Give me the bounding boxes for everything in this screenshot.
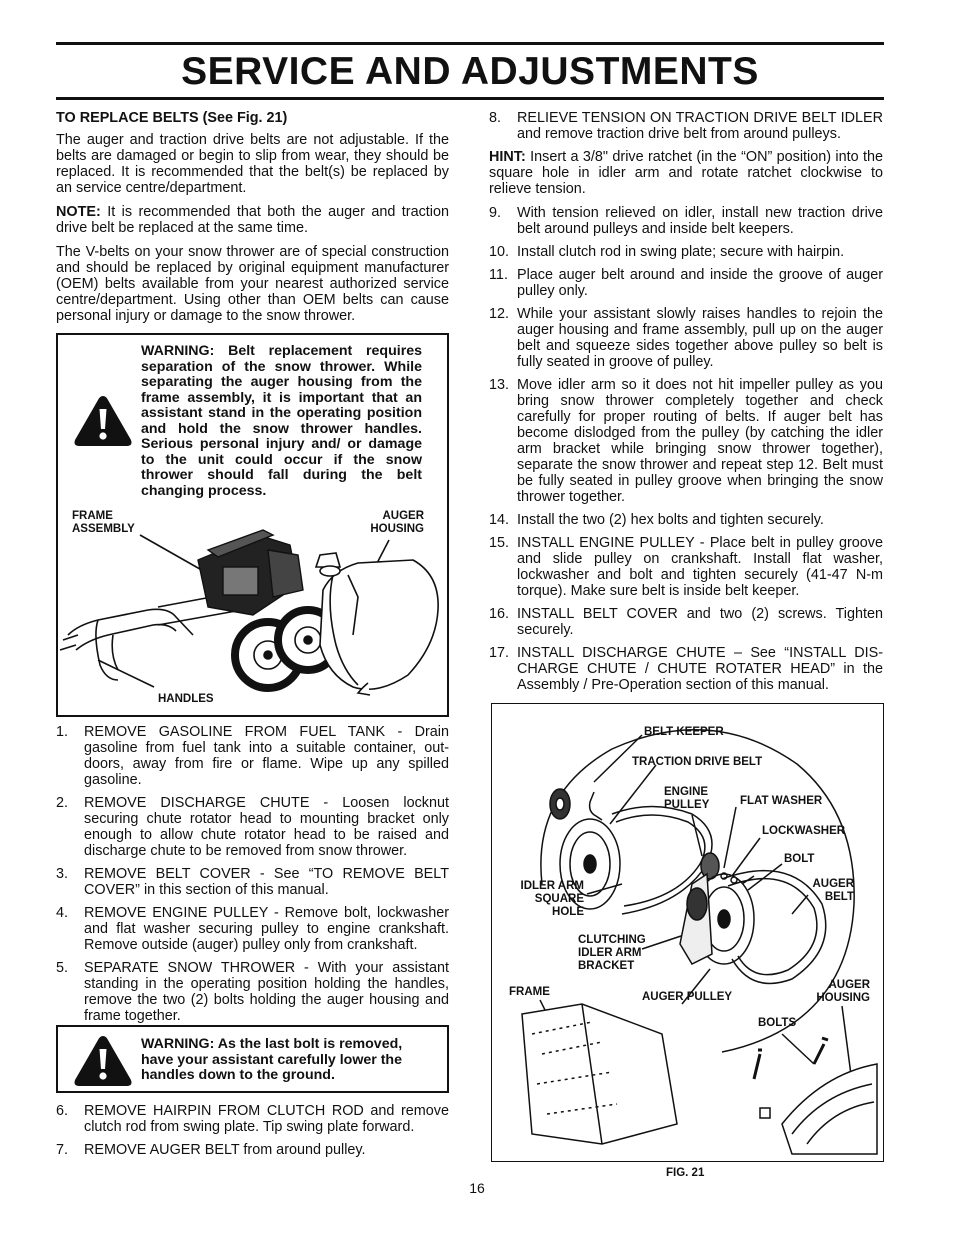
step-text: While your assistant slowly raises handles to rejoin the auger housing and frame assembly, pull up on the auger belt and squeeze sides together above pulley so belt is fully seated in groove of pulley. xyxy=(517,306,883,370)
step-item xyxy=(56,724,449,788)
warning-triangle-icon xyxy=(72,1033,134,1089)
step-text: RELIEVE TENSION ON TRACTION DRIVE BELT IDLER and remove traction drive belt from around pulleys. xyxy=(517,110,883,142)
step-number: 12. xyxy=(489,306,510,322)
label-auger-belt-line1: AUGER xyxy=(812,878,854,890)
title-bottom-rule xyxy=(56,97,884,100)
step-item xyxy=(489,606,883,638)
steps-list-a xyxy=(56,724,449,1024)
label-flat-washer: FLAT WASHER xyxy=(740,795,823,807)
label-belt-keeper: BELT KEEPER xyxy=(644,726,724,738)
label-engine-pulley xyxy=(664,786,709,812)
label-clutching-line3: BRACKET xyxy=(578,960,635,972)
step-number: 14. xyxy=(489,512,510,528)
step-text: With tension relieved on idler, install new traction drive belt around pulleys and inside belt keepers. xyxy=(517,205,883,237)
step-item xyxy=(489,110,883,142)
section-heading: TO REPLACE BELTS (See Fig. 21) xyxy=(56,110,288,126)
belt-routing-illustration xyxy=(492,704,882,1160)
page-title: SERVICE AND ADJUSTMENTS xyxy=(181,50,759,93)
label-clutching-idler-arm-bracket xyxy=(578,934,646,973)
step-item xyxy=(56,1142,449,1158)
label-auger-housing-fig21 xyxy=(810,979,870,1005)
note-label: NOTE: xyxy=(56,204,101,220)
steps-6-to-7 xyxy=(56,1103,449,1165)
label-auger-housing-line1: AUGER xyxy=(828,979,870,991)
step-number: 7. xyxy=(56,1142,69,1158)
label-frame-line1: FRAME xyxy=(72,510,113,522)
step-item xyxy=(489,205,883,237)
step-text: INSTALL ENGINE PULLEY - Place belt in pulley groove and slide pulley on crankshaft. Install flat washer, lockwasher and bolt and tighten securely (41-47 N-m torque). Make sure belt is inside belt keeper. xyxy=(517,535,883,599)
step-item xyxy=(489,377,883,505)
step-text: REMOVE ENGINE PULLEY - Remove bolt, lockwasher and flat washer securing pulley to engine crankshaft. Remove outside (auger) pulley only from crankshaft. xyxy=(84,905,449,953)
step-item xyxy=(56,960,449,1024)
step-text: REMOVE BELT COVER - See “TO REMOVE BELT COVER” in this section of this manual. xyxy=(84,866,449,898)
label-auger-line2: HOUSING xyxy=(370,523,424,535)
steps-1-to-5 xyxy=(56,724,449,1031)
step-number: 4. xyxy=(56,905,69,921)
warning-box-belt-replacement xyxy=(56,333,449,717)
figure-21-belt-diagram xyxy=(491,703,884,1162)
left-intro xyxy=(56,110,449,332)
step-text: SEPARATE SNOW THROWER - With your assistant standing in the operating position holding the handles, remove the two (2) bolts holding the auger housing and frame together. xyxy=(84,960,449,1024)
page-number: 16 xyxy=(469,1180,485,1196)
steps-list-c xyxy=(489,205,883,693)
hint-label: HINT: xyxy=(489,149,526,165)
label-frame-line2: ASSEMBLY xyxy=(72,523,135,535)
intro-paragraph: The auger and traction drive belts are not adjustable. If the belts are damaged or begin to slip from wear, they should be replaced. It is recommended that the belt(s) be replaced by an service centre/department. xyxy=(56,132,449,196)
steps-list-b xyxy=(56,1103,449,1158)
label-engine-line1: ENGINE xyxy=(664,786,709,798)
label-traction-drive-belt: TRACTION DRIVE BELT xyxy=(632,756,763,768)
step-text: Install the two (2) hex bolts and tighten securely. xyxy=(517,512,824,528)
note-text: It is recommended that both the auger and traction drive belt be replaced at the same time. xyxy=(56,204,449,236)
step-text: REMOVE GASOLINE FROM FUEL TANK - Drain gasoline from fuel tank into a suitable container, out-doors, away from fire or flame. Wipe up any spilled gasoline. xyxy=(84,724,449,788)
step-text: Move idler arm so it does not hit impeller pulley as you bring snow thrower completely together and check carefully for proper routing of belts. If auger belt has become dislodged from the pulley (by catching the idler arm bracket while bringing snow thrower together), separate the snow thrower and repeat step 12. Belt must be fully seated in pulley groove when bringing the snow thrower together. xyxy=(517,377,883,505)
step-number: 1. xyxy=(56,724,69,740)
label-handles: HANDLES xyxy=(158,693,214,705)
label-auger-line1: AUGER xyxy=(382,510,424,522)
step-text: REMOVE DISCHARGE CHUTE - Loosen locknut securing chute rotator head to mounting bracket only enough to allow chute rotator head to be raised and discharge chute to be removed from snow thrower. xyxy=(84,795,449,859)
top-rule xyxy=(56,42,884,45)
step-item xyxy=(489,645,883,693)
step-item xyxy=(56,1103,449,1135)
step-text: INSTALL BELT COVER and two (2) screws. Tighten securely. xyxy=(517,606,883,638)
step-item xyxy=(56,866,449,898)
warning-box-last-bolt xyxy=(56,1025,449,1093)
vbelts-paragraph: The V-belts on your snow thrower are of special construction and should be replaced by original equipment manufacturer (OEM) belts available from your nearest authorized service centre/department. Using other than OEM belts can cause personal injury or damage to the snow thrower. xyxy=(56,244,449,324)
step-number: 13. xyxy=(489,377,510,393)
step-number: 5. xyxy=(56,960,69,976)
label-auger-belt xyxy=(808,878,854,904)
warning-text-last-bolt: WARNING: As the last bolt is removed, have your assistant carefully lower the handles down to the ground. xyxy=(141,1036,403,1083)
label-idler-line3: HOLE xyxy=(552,906,584,918)
step-8-list xyxy=(489,110,883,142)
label-auger-pulley: AUGER PULLEY xyxy=(642,991,733,1003)
warning-text-belt-replacement: WARNING: Belt replacement requires separation of the snow thrower. While separating the auger housing from the frame assembly, it is important that an assistant stand in the operating position and hold the snow thrower handles. Serious personal injury and/ or damage to the unit could occur if the snow thrower should fall during the belt changing process. xyxy=(141,343,422,499)
step-item xyxy=(489,267,883,299)
step-text: Place auger belt around and inside the groove of auger pulley only. xyxy=(517,267,883,299)
label-clutching-line1: CLUTCHING xyxy=(578,934,646,946)
label-frame: FRAME xyxy=(509,986,550,998)
step-number: 15. xyxy=(489,535,510,551)
step-item xyxy=(489,535,883,599)
hint-paragraph xyxy=(489,149,883,197)
label-bolts: BOLTS xyxy=(758,1017,797,1029)
label-idler-line1: IDLER ARM xyxy=(520,880,584,892)
label-bolt: BOLT xyxy=(784,853,815,865)
step-number: 11. xyxy=(489,267,508,283)
label-engine-line2: PULLEY xyxy=(664,799,710,811)
step-item xyxy=(56,905,449,953)
step-item xyxy=(489,512,883,528)
step-item xyxy=(489,244,883,260)
step-item xyxy=(56,795,449,859)
label-lockwasher: LOCKWASHER xyxy=(762,825,846,837)
step-number: 3. xyxy=(56,866,69,882)
figure-caption: FIG. 21 xyxy=(666,1167,705,1179)
label-clutching-line2: IDLER ARM xyxy=(578,947,642,959)
snow-thrower-separation-illustration xyxy=(58,335,447,715)
step-number: 8. xyxy=(489,110,502,126)
label-auger-housing-line2: HOUSING xyxy=(816,992,870,1004)
step-text: INSTALL DISCHARGE CHUTE – See “INSTALL DIS-CHARGE CHUTE / CHUTE ROTATER HEAD” in the Assembly / Pre-Operation section of this manual. xyxy=(517,645,883,693)
step-text: REMOVE HAIRPIN FROM CLUTCH ROD and remove clutch rod from swing plate. Tip swing plate forward. xyxy=(84,1103,449,1135)
note-paragraph xyxy=(56,204,449,236)
step-number: 9. xyxy=(489,205,502,221)
hint-text: Insert a 3/8" drive ratchet (in the “ON” position) into the square hole in idler arm and rotate ratchet clockwise to relieve tension. xyxy=(489,149,883,197)
right-column-text xyxy=(489,110,883,700)
step-number: 10. xyxy=(489,244,510,260)
step-item xyxy=(489,306,883,370)
step-text: Install clutch rod in swing plate; secure with hairpin. xyxy=(517,244,845,260)
label-idler-line2: SQUARE xyxy=(534,893,584,905)
step-number: 6. xyxy=(56,1103,69,1119)
label-idler-arm-square-hole xyxy=(514,880,584,919)
step-number: 16. xyxy=(489,606,510,622)
label-auger-belt-line2: BELT xyxy=(824,891,854,903)
step-number: 17. xyxy=(489,645,510,661)
step-text: REMOVE AUGER BELT from around pulley. xyxy=(84,1142,366,1158)
step-number: 2. xyxy=(56,795,69,811)
